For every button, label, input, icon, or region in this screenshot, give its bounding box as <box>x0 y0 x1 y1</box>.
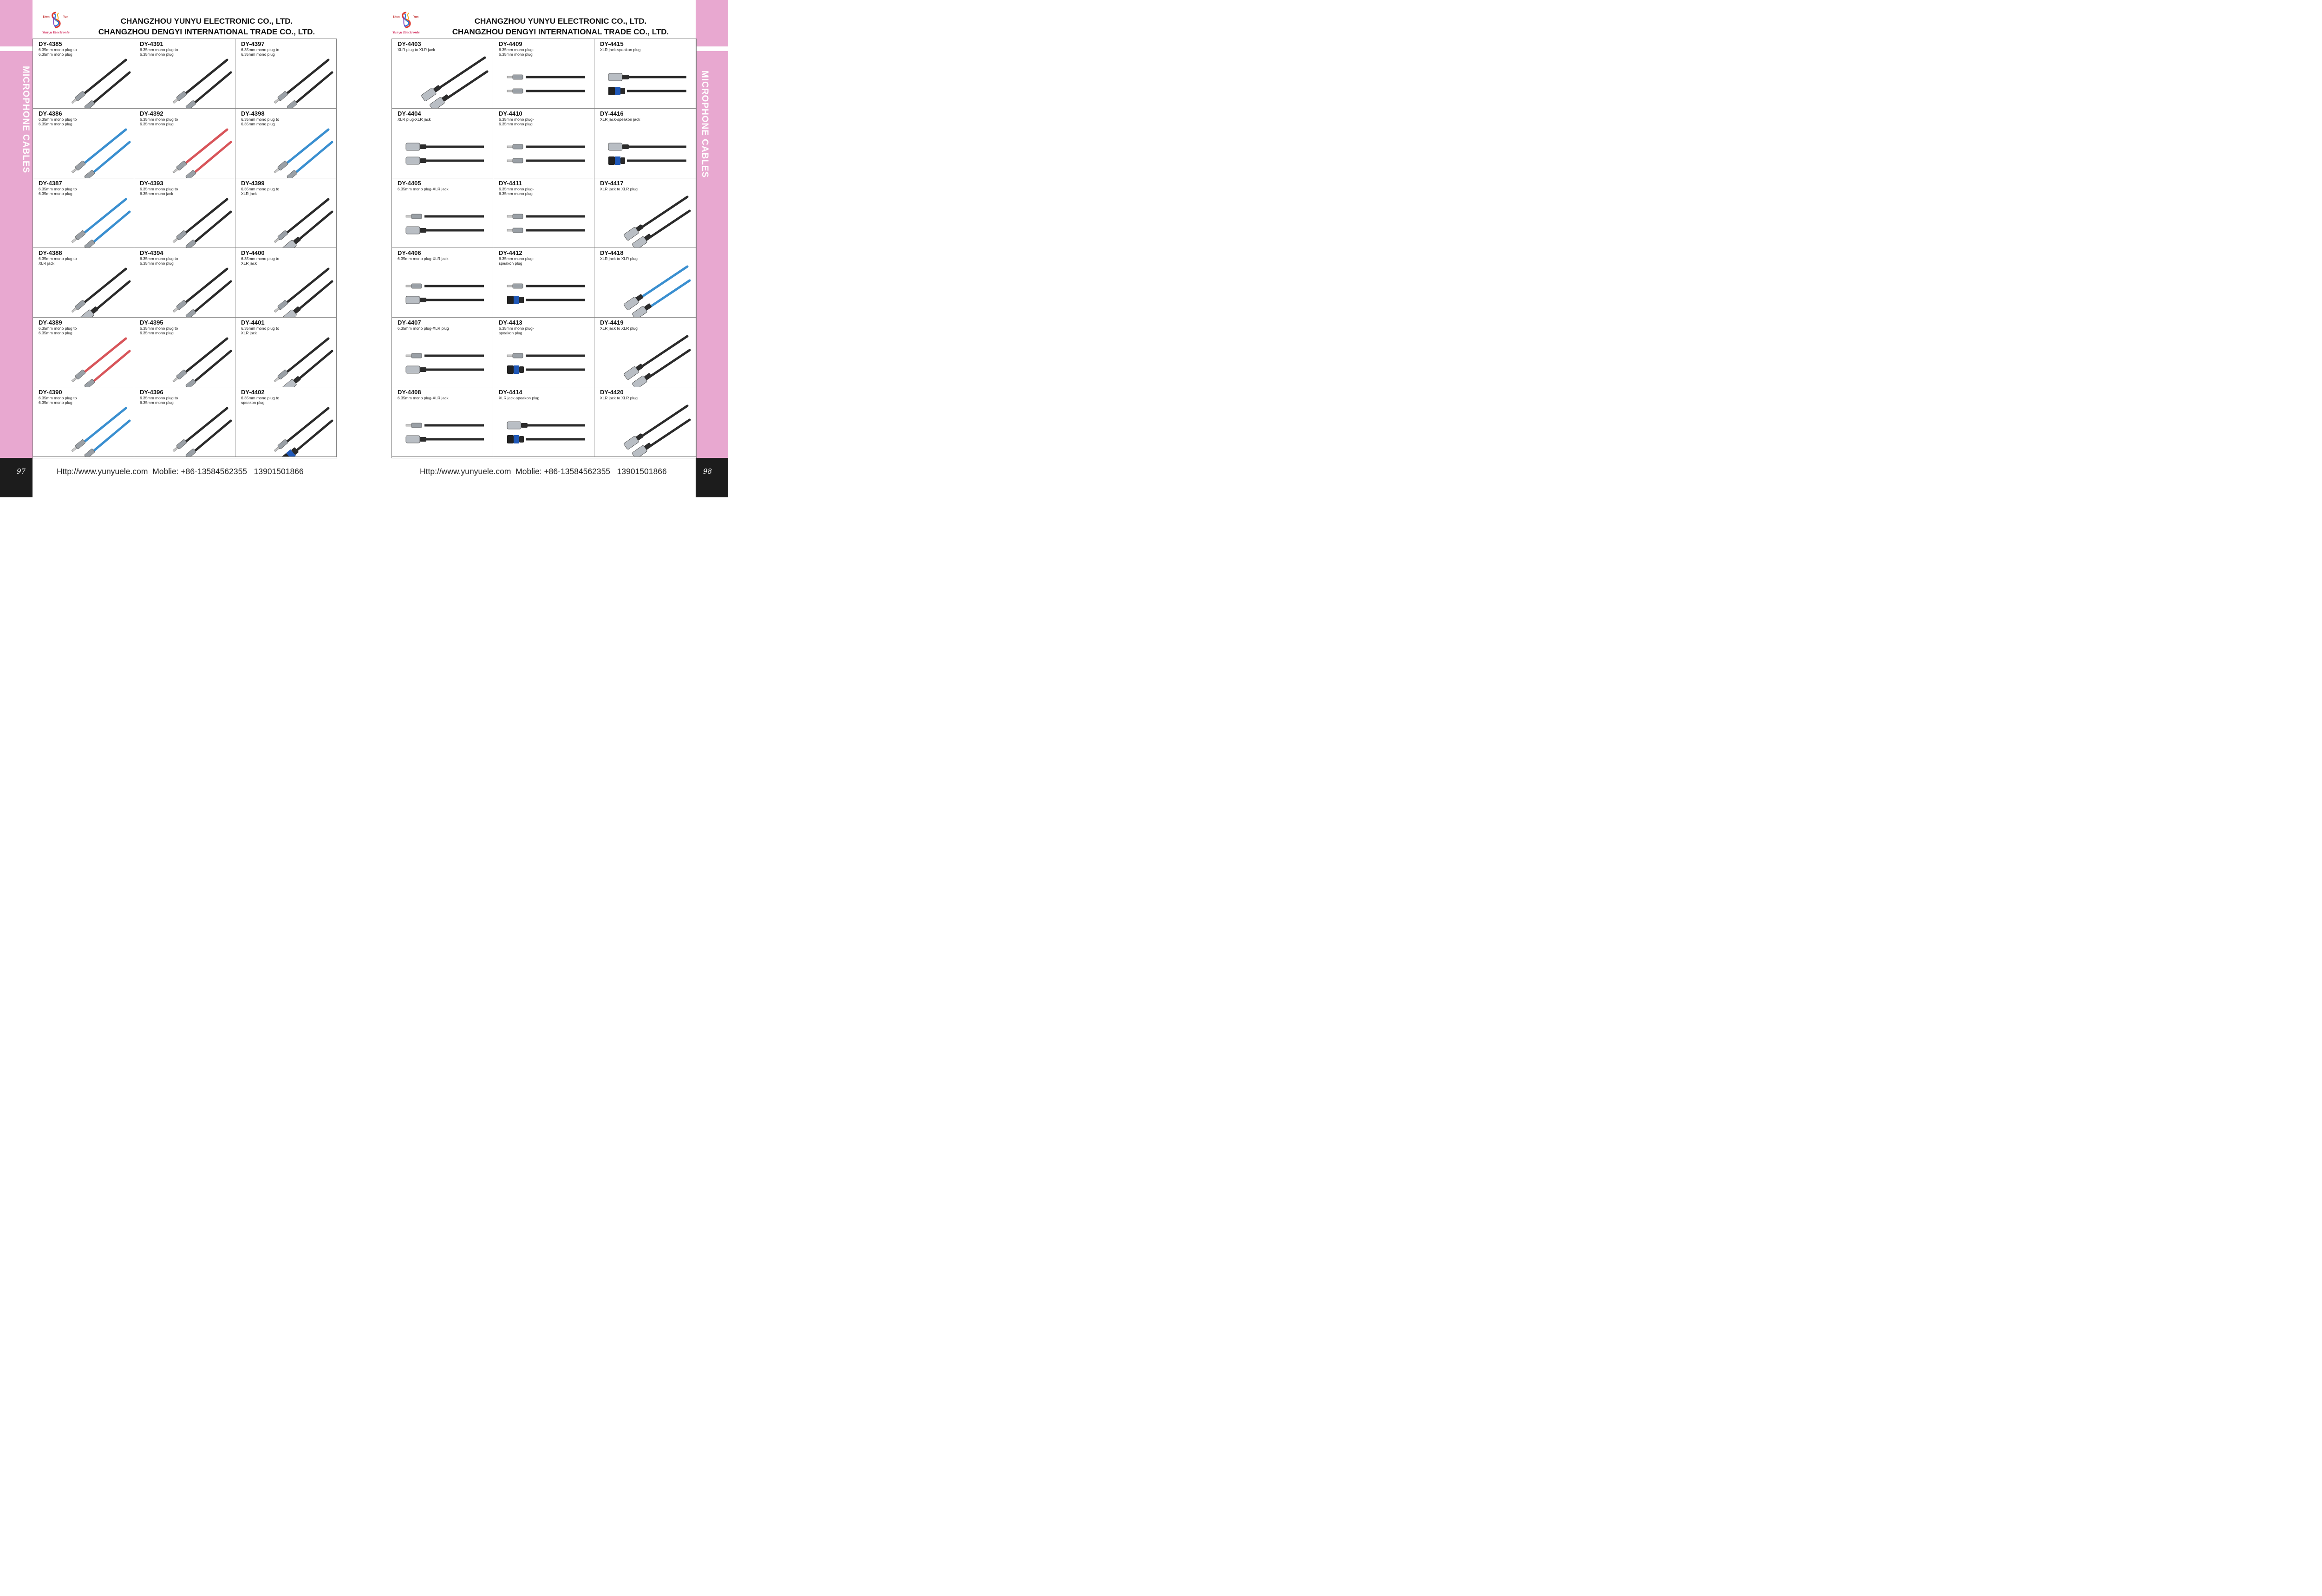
product-cell <box>594 248 696 318</box>
product-description: 6.35mm mono plug to 6.35mm mono plug <box>39 326 77 335</box>
product-cell <box>235 248 337 318</box>
product-cell <box>392 178 493 248</box>
sidebar-top-tab <box>0 0 33 46</box>
product-code: DY-4395 <box>140 319 163 326</box>
logo-text-shen: Shen <box>43 16 50 19</box>
product-cell <box>134 109 235 178</box>
product-code: DY-4406 <box>398 249 421 256</box>
logo-text-yunyu: Yunyu Electronic <box>392 31 420 34</box>
footer-contact: Http://www.yunyuele.com Moblie: +86-13584562355 13901501866 <box>57 467 304 476</box>
product-code: DY-4389 <box>39 319 62 326</box>
product-code: DY-4397 <box>241 40 265 47</box>
logo-text-yun: Yun <box>413 16 419 19</box>
product-cell <box>134 318 235 387</box>
product-cell <box>235 39 337 109</box>
product-code: DY-4410 <box>499 110 522 117</box>
product-description: 6.35mm mono plug to 6.35mm mono plug <box>241 47 280 57</box>
product-cell <box>134 178 235 248</box>
product-cell <box>594 39 696 109</box>
product-description: 6.35mm mono plug to 6.35mm mono plug <box>241 117 280 126</box>
product-cell <box>33 387 134 457</box>
product-code: DY-4394 <box>140 249 163 256</box>
product-description: 6.35mm mono plug- speakon plug <box>499 256 534 266</box>
product-description: 6.35mm mono plug to XLR jack <box>241 187 280 196</box>
product-code: DY-4390 <box>39 389 62 396</box>
product-cell <box>493 109 594 178</box>
company-line-1: CHANGZHOU YUNYU ELECTRONIC CO., LTD. <box>120 17 293 26</box>
product-code: DY-4401 <box>241 319 265 326</box>
product-description: 6.35mm mono plug-XLR jack <box>398 187 449 191</box>
product-grid <box>391 39 697 458</box>
product-description: 6.35mm mono plug to speakon plug <box>241 396 280 405</box>
product-code: DY-4407 <box>398 319 421 326</box>
product-cell <box>235 109 337 178</box>
product-code: DY-4417 <box>600 180 624 187</box>
product-description: XLR plug-XLR jack <box>398 117 431 122</box>
sidebar-label: MICROPHONE CABLES <box>700 71 710 178</box>
product-cell <box>594 318 696 387</box>
product-code: DY-4409 <box>499 40 522 47</box>
product-description: XLR jack-speakon jack <box>600 117 640 122</box>
product-description: 6.35mm mono plug to XLR jack <box>241 326 280 335</box>
logo-text-yunyu: Yunyu Electronic <box>42 31 70 34</box>
product-cell <box>33 178 134 248</box>
product-description: 6.35mm mono plug- 6.35mm mono plug <box>499 187 534 196</box>
product-cell <box>392 248 493 318</box>
product-code: DY-4386 <box>39 110 62 117</box>
company-line-2: CHANGZHOU DENGYI INTERNATIONAL TRADE CO., LTD. <box>452 27 669 36</box>
product-cell <box>235 318 337 387</box>
product-cell <box>392 109 493 178</box>
product-grid <box>33 39 337 458</box>
product-code: DY-4412 <box>499 249 522 256</box>
page-number: 98 <box>703 467 712 476</box>
product-description: XLR jack to XLR plug <box>600 326 638 331</box>
product-code: DY-4385 <box>39 40 62 47</box>
product-cell <box>594 109 696 178</box>
sidebar-label: MICROPHONE CABLES <box>21 66 31 174</box>
product-description: 6.35mm mono plug-XLR plug <box>398 326 449 331</box>
product-description: XLR jack-speakon plug <box>600 47 641 52</box>
company-logo <box>392 10 421 34</box>
product-description: XLR plug to XLR jack <box>398 47 435 52</box>
page-number-corner <box>0 458 33 497</box>
product-code: DY-4403 <box>398 40 421 47</box>
product-description: 6.35mm mono plug to 6.35mm mono plug <box>140 117 178 126</box>
footer-contact: Http://www.yunyuele.com Moblie: +86-13584562355 13901501866 <box>420 467 667 476</box>
product-cell <box>134 248 235 318</box>
product-description: 6.35mm mono plug to 6.35mm mono plug <box>140 47 178 57</box>
product-description: 6.35mm mono plug to 6.35mm mono plug <box>39 187 77 196</box>
product-cell <box>392 39 493 109</box>
left-page <box>0 0 364 497</box>
product-code: DY-4408 <box>398 389 421 396</box>
company-logo <box>42 10 71 34</box>
product-cell <box>493 387 594 457</box>
product-description: XLR jack to XLR plug <box>600 396 638 400</box>
product-description: 6.35mm mono plug- speakon plug <box>499 326 534 335</box>
product-code: DY-4415 <box>600 40 624 47</box>
product-description: 6.35mm mono plug to XLR jack <box>241 256 280 266</box>
product-code: DY-4413 <box>499 319 522 326</box>
product-cell <box>33 318 134 387</box>
right-page <box>364 0 728 497</box>
product-code: DY-4398 <box>241 110 265 117</box>
product-code: DY-4414 <box>499 389 522 396</box>
product-cell <box>493 178 594 248</box>
product-code: DY-4387 <box>39 180 62 187</box>
product-description: 6.35mm mono plug to 6.35mm mono plug <box>39 47 77 57</box>
page-number: 97 <box>17 467 26 476</box>
product-description: 6.35mm mono plug to XLR jack <box>39 256 77 266</box>
company-line-1: CHANGZHOU YUNYU ELECTRONIC CO., LTD. <box>474 17 647 26</box>
product-description: 6.35mm mono plug to 6.35mm mono plug <box>140 256 178 266</box>
product-description: XLR jack-speakon plug <box>499 396 540 400</box>
product-code: DY-4388 <box>39 249 62 256</box>
product-description: 6.35mm mono plug- 6.35mm mono plug <box>499 47 534 57</box>
product-description: 6.35mm mono plug-XLR jack <box>398 256 449 261</box>
company-name <box>424 16 698 37</box>
product-description: XLR jack to XLR plug <box>600 187 638 191</box>
product-code: DY-4392 <box>140 110 163 117</box>
product-code: DY-4405 <box>398 180 421 187</box>
product-description: XLR jack to XLR plug <box>600 256 638 261</box>
product-code: DY-4419 <box>600 319 624 326</box>
product-cell <box>392 387 493 457</box>
company-line-2: CHANGZHOU DENGYI INTERNATIONAL TRADE CO., LTD. <box>98 27 315 36</box>
product-cell <box>33 109 134 178</box>
product-code: DY-4416 <box>600 110 624 117</box>
product-code: DY-4399 <box>241 180 265 187</box>
product-code: DY-4391 <box>140 40 163 47</box>
product-cell <box>235 387 337 457</box>
product-cell <box>493 318 594 387</box>
product-description: 6.35mm mono plug to 6.35mm mono plug <box>140 396 178 405</box>
product-cell <box>392 318 493 387</box>
logo-text-yun: Yun <box>63 16 69 19</box>
product-cell <box>594 387 696 457</box>
product-description: 6.35mm mono plug- 6.35mm mono plug <box>499 117 534 126</box>
product-code: DY-4402 <box>241 389 265 396</box>
product-cell <box>493 248 594 318</box>
product-code: DY-4396 <box>140 389 163 396</box>
product-code: DY-4393 <box>140 180 163 187</box>
product-code: DY-4400 <box>241 249 265 256</box>
product-description: 6.35mm mono plug to 6.35mm mono plug <box>39 117 77 126</box>
product-description: 6.35mm mono plug to 6.35mm mono plug <box>39 396 77 405</box>
product-cell <box>134 39 235 109</box>
product-cell <box>493 39 594 109</box>
product-code: DY-4418 <box>600 249 624 256</box>
product-code: DY-4420 <box>600 389 624 396</box>
product-code: DY-4411 <box>499 180 522 187</box>
product-description: 6.35mm mono plug-XLR jack <box>398 396 449 400</box>
product-cell <box>134 387 235 457</box>
product-code: DY-4404 <box>398 110 421 117</box>
company-name <box>70 16 344 37</box>
logo-text-shen: Shen <box>393 16 400 19</box>
product-cell <box>33 248 134 318</box>
page-number-corner <box>696 458 728 497</box>
product-cell <box>594 178 696 248</box>
product-cell <box>235 178 337 248</box>
product-cell <box>33 39 134 109</box>
product-description: 6.35mm mono plug to 6.35mm mono plug <box>140 326 178 335</box>
product-description: 6.35mm mono plug to 6.35mm mono jack <box>140 187 178 196</box>
sidebar-top-tab <box>696 0 728 46</box>
